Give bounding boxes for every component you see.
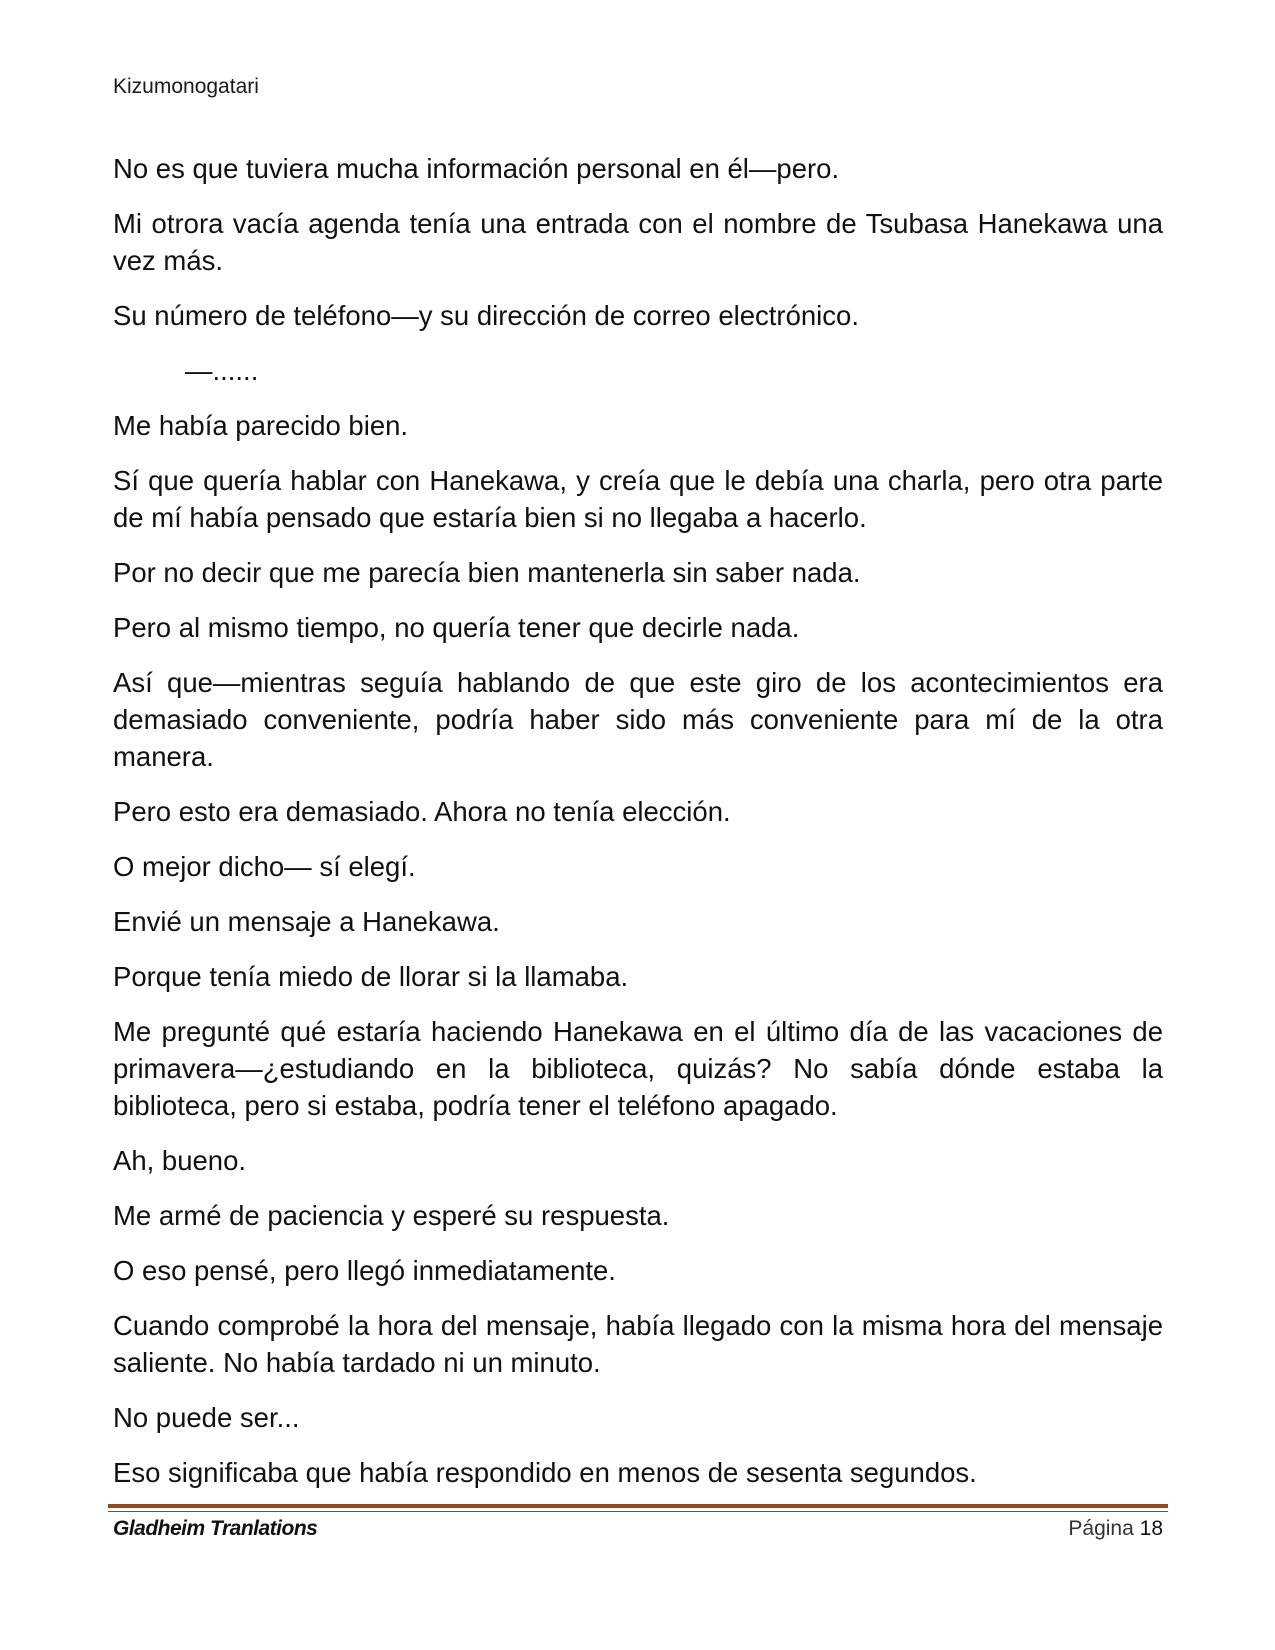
footer-divider	[108, 1504, 1168, 1508]
paragraph: Me armé de paciencia y esperé su respuesta.	[113, 1200, 670, 1231]
paragraph: Así que—mientras seguía hablando de que este giro de los acontecimientos era demasiado conveniente, podría haber sido más conveniente para mí de la otra manera.	[113, 667, 1163, 772]
paragraph-dialogue: —......	[185, 355, 259, 386]
paragraph: O eso pensé, pero llegó inmediatamente.	[113, 1255, 616, 1286]
footer-divider-thin	[108, 1511, 1168, 1512]
footer-page	[1068, 1517, 1163, 1541]
paragraph: O mejor dicho— sí elegí.	[113, 851, 416, 882]
paragraph: Ah, bueno.	[113, 1145, 247, 1176]
paragraph: No puede ser...	[113, 1402, 300, 1433]
paragraph: Por no decir que me parecía bien mantenerla sin saber nada.	[113, 557, 861, 588]
running-header: Kizumonogatari	[113, 75, 259, 98]
paragraph: Pero al mismo tiempo, no quería tener que decirle nada.	[113, 612, 800, 643]
footer-publisher: Gladheim Tranlations	[113, 1517, 318, 1540]
paragraph: Mi otrora vacía agenda tenía una entrada con el nombre de Tsubasa Hanekawa una vez más.	[113, 208, 1163, 276]
paragraph: Me había parecido bien.	[113, 410, 409, 441]
page-label: Página	[1068, 1517, 1134, 1540]
paragraph: Sí que quería hablar con Hanekawa, y creía que le debía una charla, pero otra parte de mí había pensado que estaría bien si no llegaba a hacerlo.	[113, 465, 1163, 533]
paragraph: Me pregunté qué estaría haciendo Hanekawa en el último día de las vacaciones de primavera—¿estudiando en la biblioteca, quizás? No sabía dónde estaba la biblioteca, pero si estaba, podría tener el teléfono apagado.	[113, 1016, 1163, 1121]
paragraph: Envié un mensaje a Hanekawa.	[113, 906, 500, 937]
body-text	[113, 150, 1163, 1509]
paragraph: Su número de teléfono—y su dirección de correo electrónico.	[113, 300, 859, 331]
paragraph: Cuando comprobé la hora del mensaje, había llegado con la misma hora del mensaje saliente. No había tardado ni un minuto.	[113, 1310, 1163, 1378]
paragraph: Porque tenía miedo de llorar si la llamaba.	[113, 961, 629, 992]
paragraph: Pero esto era demasiado. Ahora no tenía elección.	[113, 796, 731, 827]
page-number: 18	[1139, 1517, 1163, 1540]
paragraph: Eso significaba que había respondido en menos de sesenta segundos.	[113, 1457, 977, 1488]
paragraph: No es que tuviera mucha información personal en él—pero.	[113, 153, 840, 184]
